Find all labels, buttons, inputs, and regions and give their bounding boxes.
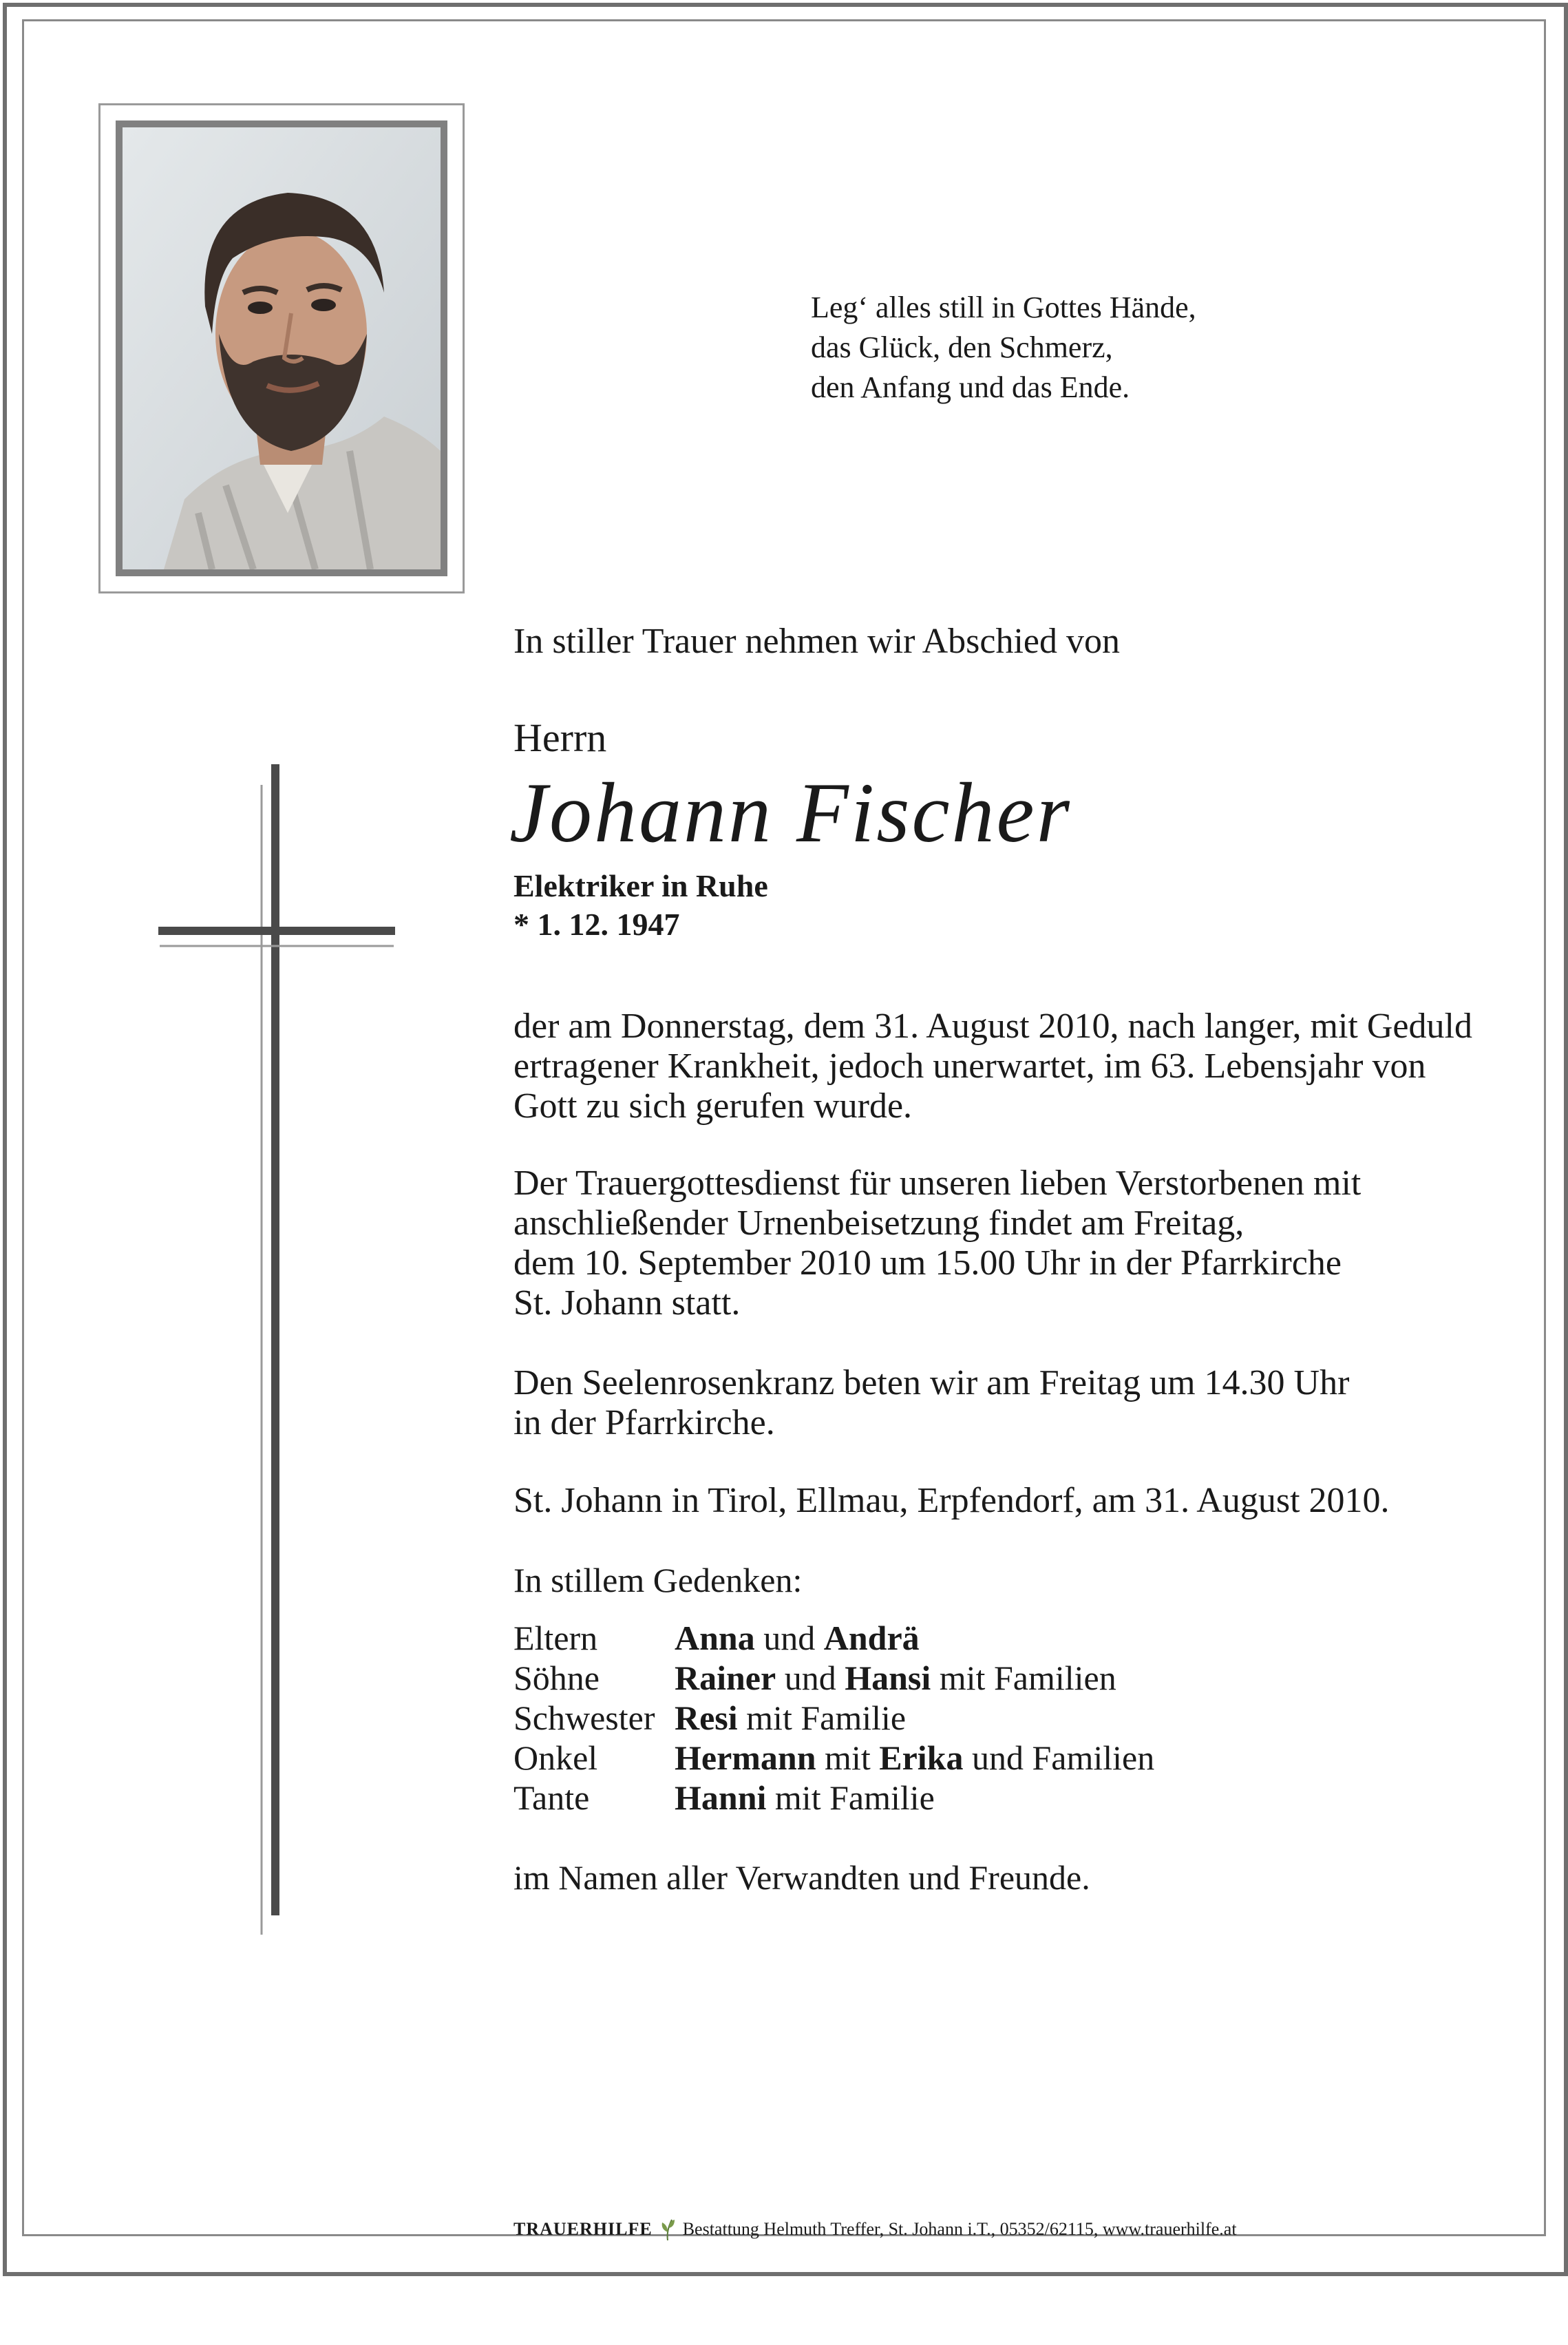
mourner-row [513,1698,1154,1738]
intro-text: In stiller Trauer nehmen wir Abschied von [513,622,1120,661]
mourner-name: Andrä [823,1619,920,1657]
birth-date: * 1. 12. 1947 [513,907,680,942]
mourners-heading: In stillem Gedenken: [513,1561,803,1599]
mourner-name: Hansi [845,1659,931,1697]
paragraph-line: Gott zu sich gerufen wurde. [513,1086,913,1126]
verse [811,288,1196,408]
profession: Elektriker in Ruhe [513,868,768,903]
verse-line: Leg‘ alles still in Gottes Hände, [811,291,1196,324]
mourner-name: Erika [879,1738,964,1777]
footer-text: Bestattung Helmuth Treffer, St. Johann i.T., 05352/62115, www.trauerhilfe.at [682,2219,1237,2239]
paragraph-line: anschließender Urnenbeisetzung findet am Freitag, [513,1203,1244,1243]
mourner-relation: Eltern [513,1619,598,1657]
mourner-text: und [754,1619,824,1657]
mourners-list [513,1618,1154,1818]
portrait-image [123,127,441,569]
mourner-relation: Schwester [513,1699,655,1737]
mourner-name: Rainer [675,1659,776,1697]
mourner-row [513,1778,1154,1818]
death-notice-paragraph [513,1007,1472,1126]
mourner-row [513,1618,1154,1658]
mourner-name: Anna [675,1619,755,1657]
paragraph-line: Den Seelenrosenkranz beten wir am Freitag um 14.30 Uhr [513,1363,1350,1402]
leaf-logo-icon [658,2217,677,2242]
verse-line: den Anfang und das Ende. [811,370,1130,404]
mourner-text: mit Familie [737,1699,907,1737]
mourner-row [513,1658,1154,1698]
service-paragraph [513,1164,1361,1323]
mourner-text: und Familien [963,1738,1155,1777]
mourner-name: Hanni [675,1778,767,1817]
portrait-photo [116,120,447,576]
place-date: St. Johann in Tirol, Ellmau, Erpfendorf, am 31. August 2010. [513,1481,1390,1520]
verse-line: das Glück, den Schmerz, [811,330,1113,364]
paragraph-line: der am Donnerstag, dem 31. August 2010, nach langer, mit Geduld [513,1007,1472,1046]
paragraph-line: ertragener Krankheit, jedoch unerwartet, im 63. Lebensjahr von [513,1047,1426,1086]
mourner-text: mit [816,1738,880,1777]
footer-brand: TRAUERHILFE [513,2219,653,2239]
mourner-relation: Tante [513,1778,590,1817]
honorific: Herrn [513,715,607,760]
paragraph-line: dem 10. September 2010 um 15.00 Uhr in der Pfarrkirche [513,1243,1342,1283]
closing-text: im Namen aller Verwandten und Freunde. [513,1858,1090,1897]
deceased-name: Johann Fischer [509,766,1072,860]
rosary-paragraph [513,1363,1349,1443]
mourner-text: mit Familie [766,1778,935,1817]
mourner-relation: Söhne [513,1659,600,1697]
portrait-mat [98,103,465,593]
mourner-text: mit Familien [931,1659,1116,1697]
footer [513,2217,1237,2242]
mourner-relation: Onkel [513,1738,598,1777]
mourner-name: Resi [675,1699,738,1737]
paragraph-line: in der Pfarrkirche. [513,1403,775,1442]
paragraph-line: St. Johann statt. [513,1283,741,1323]
mourner-name: Hermann [675,1738,816,1777]
mourner-row [513,1738,1154,1778]
mourner-text: und [776,1659,845,1697]
paragraph-line: Der Trauergottesdienst für unseren lieben Verstorbenen mit [513,1164,1362,1203]
